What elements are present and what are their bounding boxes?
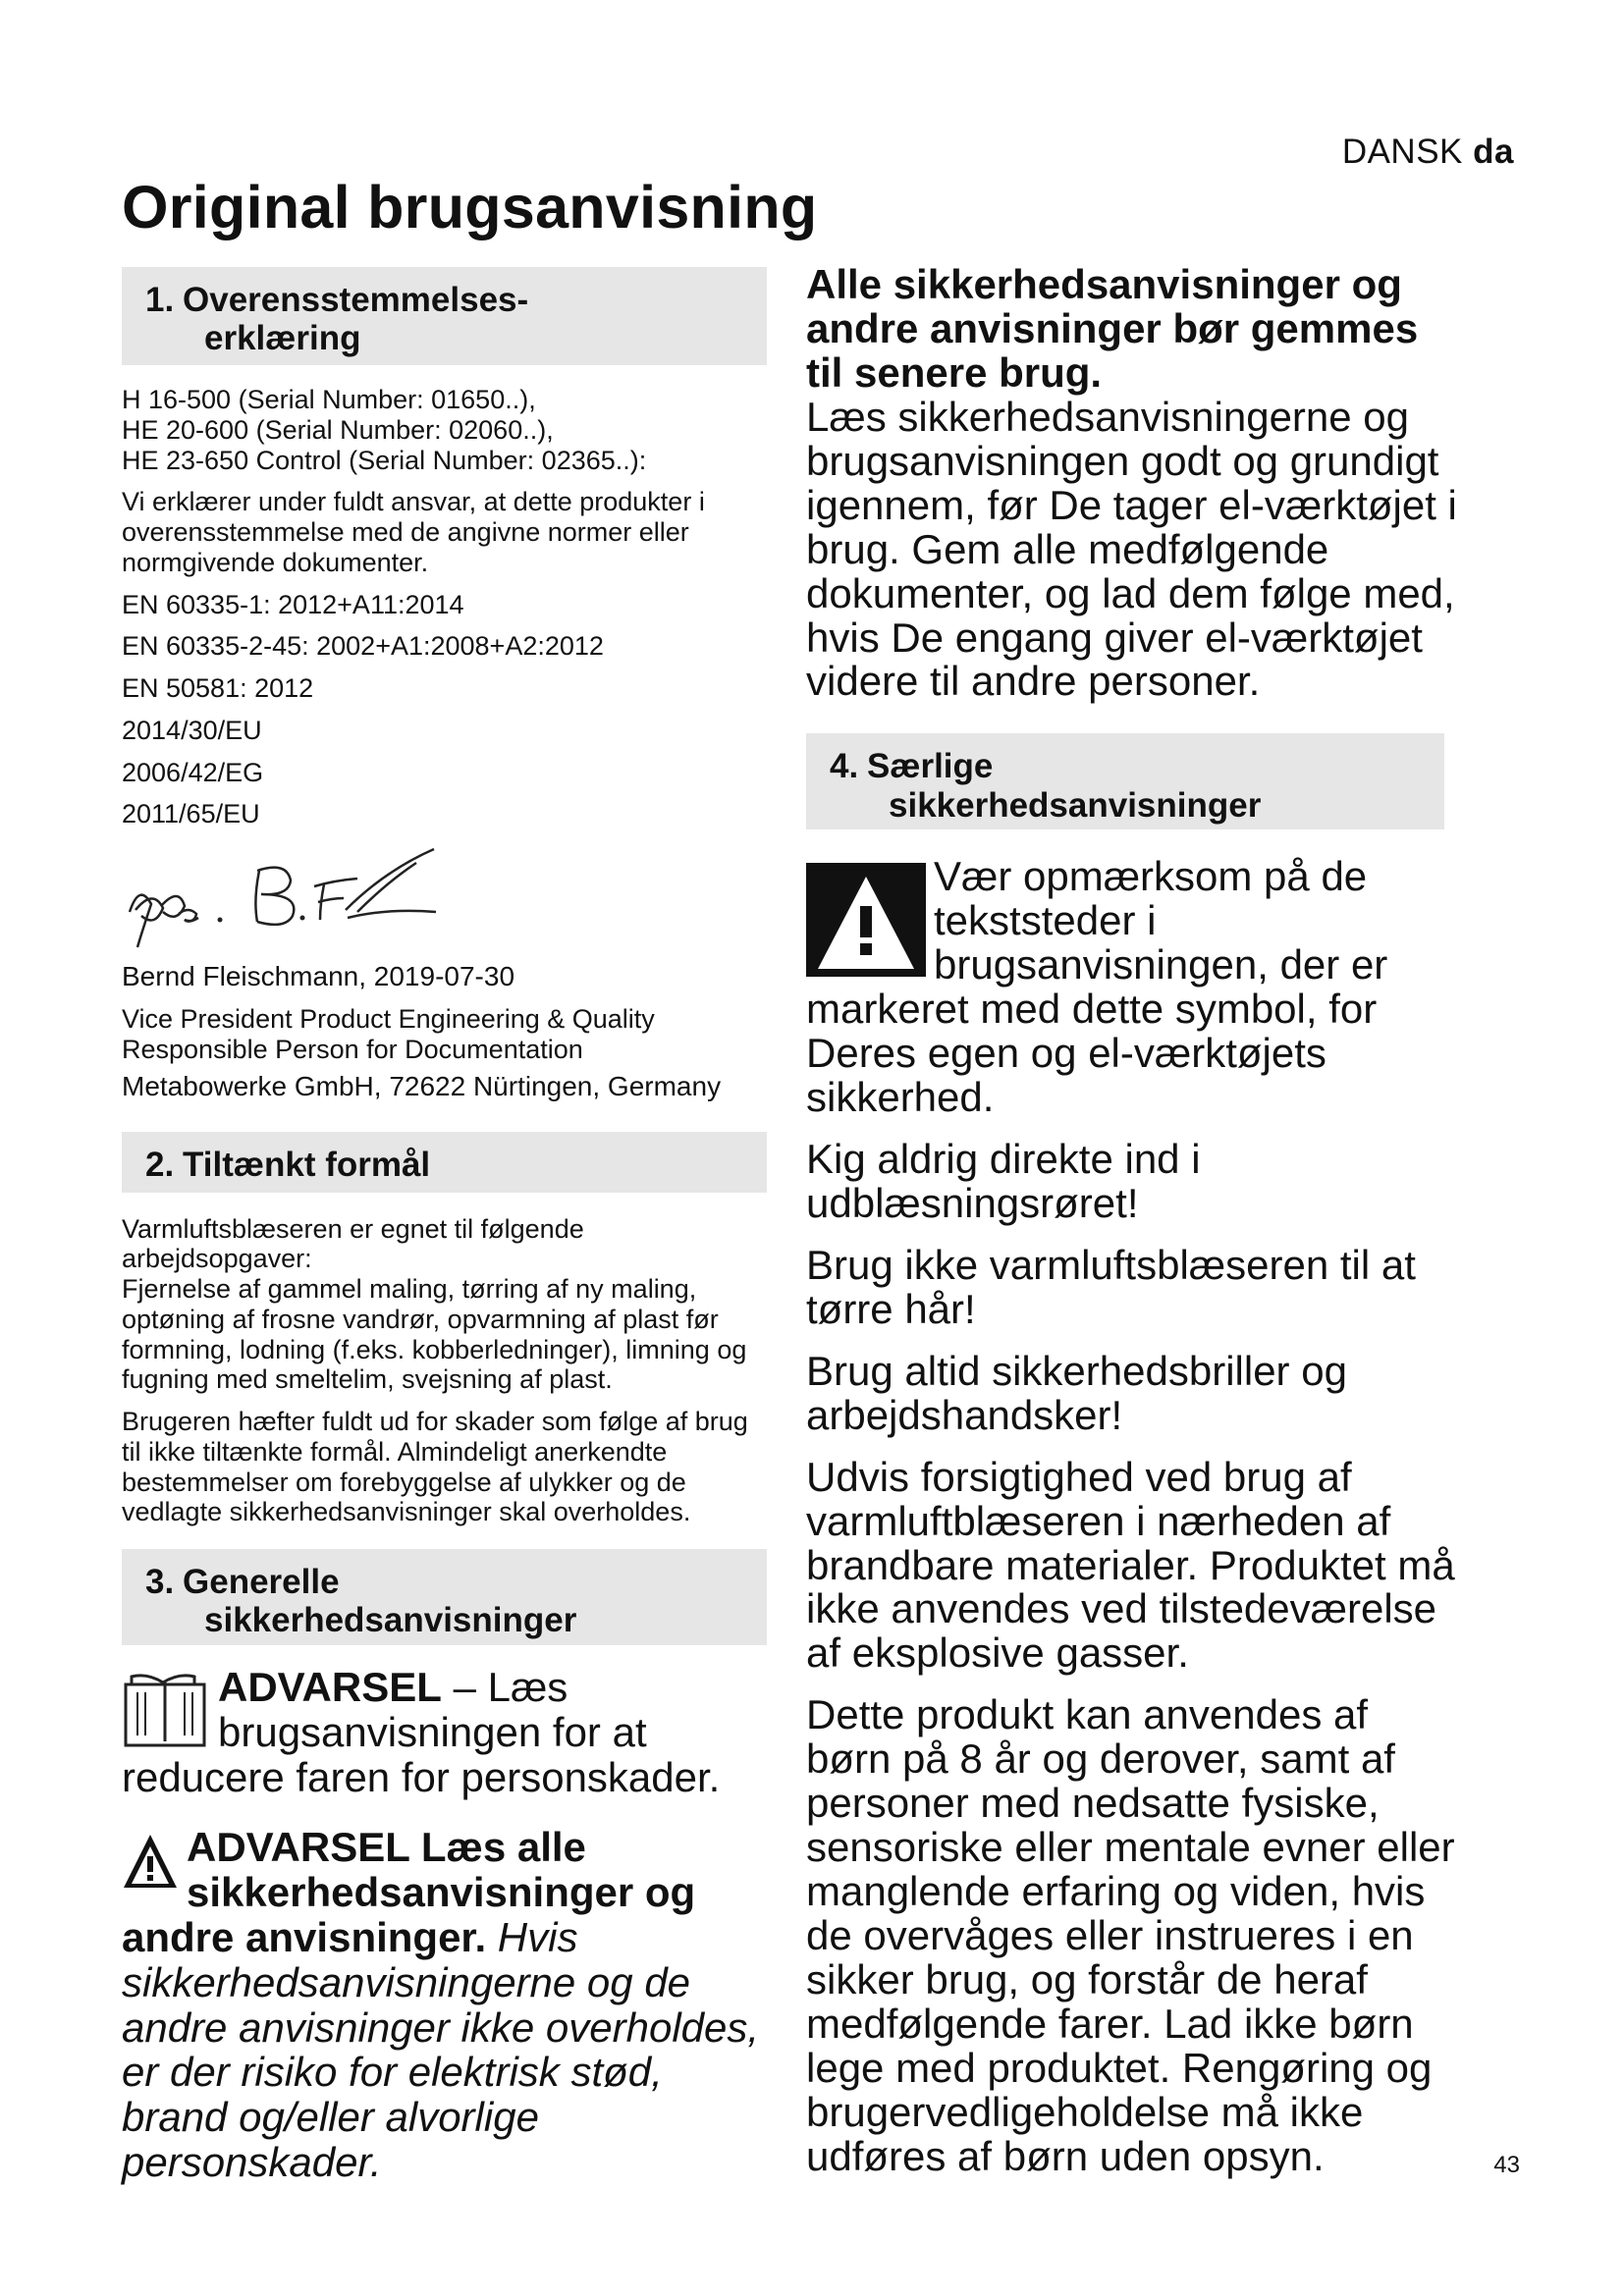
intro-text: Læs sikkerhedsanvisningerne og brugsanvisningen godt og grundigt igennem, før De tager el-værktøjet i brug. Gem alle medfølgende dokumenter, og lad dem følge med, hvis De engang giver el-værktøjet videre til andre personer.	[806, 393, 1457, 705]
warning-read-all	[122, 1825, 767, 2184]
signatory-name: Bernd Fleischmann, 2019-07-30	[122, 961, 515, 992]
company-address: Metabowerke GmbH, 72622 Nürtingen, Germany	[122, 1070, 722, 1101]
safety-item: Kig aldrig direkte ind i udblæsningsrøret!	[806, 1136, 1201, 1226]
language-word: DANSK	[1341, 133, 1463, 171]
section2-para1: Varmluftsblæseren er egnet til følgende arbejdsopgaver:	[122, 1213, 584, 1274]
safety-item: Brug ikke varmluftsblæseren til at tørre hår!	[806, 1241, 1416, 1332]
model-list	[122, 385, 767, 475]
section4-title-line2: sikkerhedsanvisninger	[889, 785, 1262, 825]
declaration-text: Vi erklærer under fuldt ansvar, at dette produkter i overensstemmelse med de angivne normer eller normgivende dokumenter.	[122, 487, 705, 577]
signature-graphic	[122, 841, 475, 957]
model-line: H 16-500 (Serial Number: 01650..),	[122, 385, 536, 414]
standard-line: EN 60335-2-45: 2002+A1:2008+A2:2012	[122, 631, 604, 662]
signatory-role-line1: Vice President Product Engineering & Quality	[122, 1004, 655, 1035]
standard-line: 2014/30/EU	[122, 715, 262, 745]
safety-item: Dette produkt kan anvendes af børn på 8 år og derover, samt af personer med nedsatte fysiske, sensoriske eller mentale evner eller manglende erfaring og viden, hvis de overvåges eller instrueres i en sikker brug, og forstår de heraf medfølgende farer. Lad ikke børn lege med produktet. Rengøring og brugervedligeholdelse må ikke udføres af børn uden opsyn.	[806, 1691, 1455, 2179]
section1-heading: 1. Overensstemmelses- erklæring	[122, 267, 767, 365]
warning1-bold: ADVARSEL	[218, 1664, 442, 1711]
signature	[122, 841, 767, 957]
section3-title-line2: sikkerhedsanvisninger	[204, 1601, 577, 1640]
standard-line: 2006/42/EG	[122, 757, 264, 787]
section1-title-line2: erklæring	[204, 319, 361, 358]
language-code: da	[1473, 133, 1514, 171]
warning2-bold: ADVARSEL Læs alle sikkerhedsanvisninger og andre anvisninger.	[122, 1824, 696, 1961]
language-label	[1342, 133, 1514, 172]
section3-title-line1: Generelle	[183, 1563, 340, 1602]
standard-line: 2011/65/EU	[122, 799, 260, 829]
right-column	[806, 263, 1464, 2179]
page-title: Original brugsanvisning	[122, 174, 818, 240]
warning-triangle-icon	[122, 1833, 179, 1890]
left-column	[122, 267, 767, 2185]
model-line: HE 20-600 (Serial Number: 02060..),	[122, 414, 554, 445]
signatory-role-line2: Responsible Person for Documentation	[122, 1034, 583, 1064]
safety-item: Brug altid sikkerhedsbriller og arbejdshandsker!	[806, 1347, 1347, 1438]
section1-title-line1: Overensstemmelses-	[183, 281, 529, 319]
standard-line: EN 60335-1: 2012+A11:2014	[122, 589, 464, 619]
section2-title: Tiltænkt formål	[183, 1145, 431, 1184]
safety-item: Udvis forsigtighed ved brug af varmluftblæseren i nærheden af brandbare materialer. Produktet må ikke anvendes ved tilstedeværelse af eksplosive gasser.	[806, 1453, 1455, 1677]
standard-line: EN 50581: 2012	[122, 673, 314, 704]
intro-bold: Alle sikkerhedsanvisninger og andre anvisninger bør gemmes til senere brug.	[806, 261, 1419, 396]
section2-heading: 2. Tiltænkt formål	[122, 1132, 767, 1193]
book-icon	[122, 1671, 208, 1751]
warning-triangle-icon	[806, 863, 926, 977]
section4-heading: 4. Særlige sikkerhedsanvisninger	[806, 733, 1444, 829]
warning-read-manual	[122, 1665, 767, 1799]
section1-body	[122, 385, 767, 1102]
section2-para1b: Fjernelse af gammel maling, tørring af ny maling, optøning af frosne vandrør, opvarmning af plast før formning, lodning (f.eks. kobberledninger), limning og fugning med smeltelim, svejsning af plast.	[122, 1274, 747, 1395]
section2-para2: Brugeren hæfter fuldt ud for skader som følge af brug til ikke tiltænkte formål. Almindeligt anerkendte bestemmelser om forebyggelse af ulykker og de vedlagte sikkerhedsanvisninger skal overholdes.	[122, 1407, 748, 1527]
symbol-note-text: Vær opmærksom på de tekststeder i brugsanvisningen, der er markeret med dette symbol, for Deres egen og el-værktøjets sikkerhed.	[806, 853, 1388, 1121]
model-line: HE 23-650 Control (Serial Number: 02365..):	[122, 445, 647, 475]
section2-body	[122, 1214, 767, 1528]
page-number: 43	[1493, 2152, 1520, 2178]
warning2-italic: Hvis sikkerhedsanvisningerne og de andre anvisninger ikke overholdes, er der risiko for elektrisk stød, brand og/eller alvorlige personskader.	[122, 1914, 760, 2185]
section4-title-line1: Særlige	[867, 747, 994, 786]
symbol-note	[806, 855, 1464, 1120]
section3-heading: 3. Generelle sikkerhedsanvisninger	[122, 1549, 767, 1645]
warning1-text: – Læs brugsanvisningen for at reducere faren for personskader.	[122, 1664, 721, 1800]
